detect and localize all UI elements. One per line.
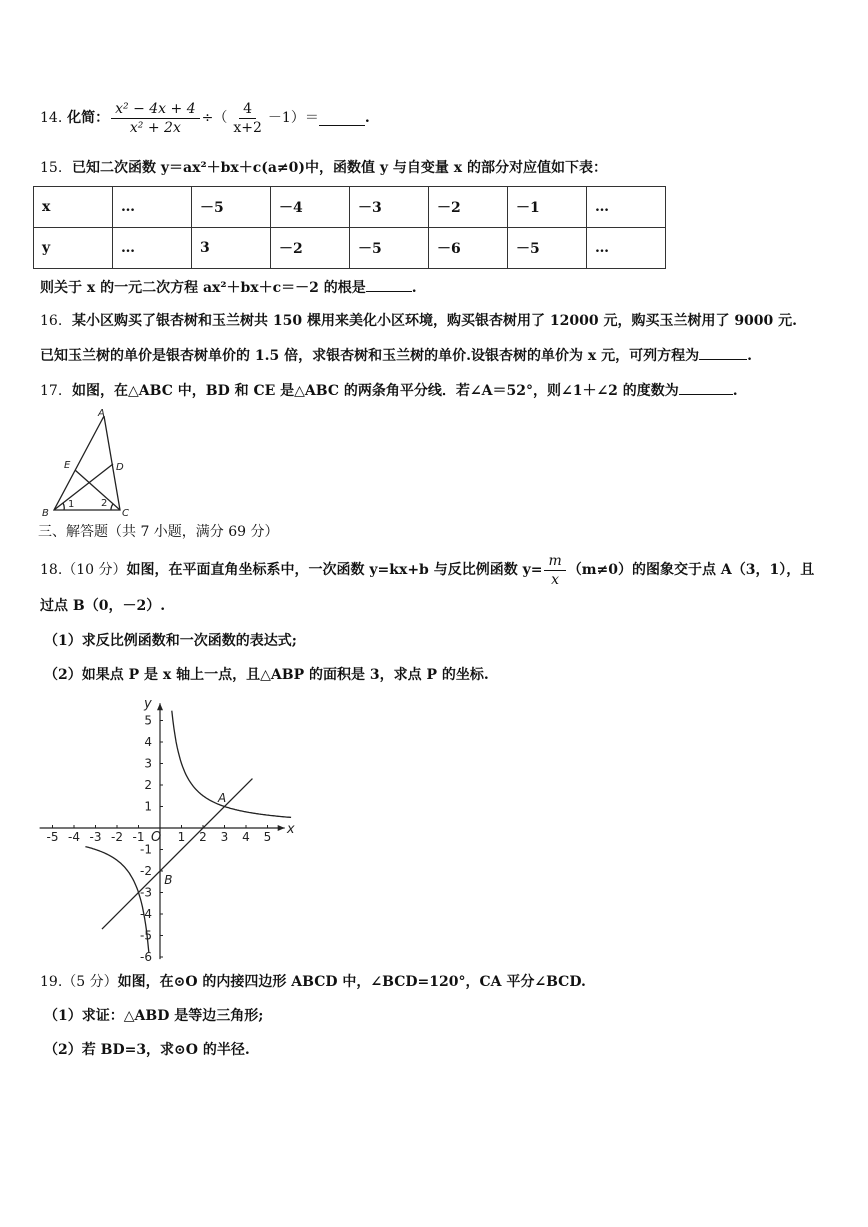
origin-label: O <box>151 830 162 845</box>
y-tick-label: -3 <box>140 885 152 900</box>
label-d: D <box>116 462 124 473</box>
y-tick-label: -1 <box>140 842 152 857</box>
q14-operator: ÷（ <box>201 110 228 126</box>
table-cell: －2 <box>271 228 350 269</box>
x-axis-arrow <box>278 825 285 831</box>
table-cell: … <box>113 187 192 228</box>
q19-part2-text: （2）若 BD=3，求⊙O 的半径. <box>44 1042 250 1058</box>
q14-answer-blank[interactable] <box>319 111 365 126</box>
q15-line <box>40 158 607 178</box>
table-cell: －1 <box>508 187 587 228</box>
x-tick-label: 1 <box>177 830 186 844</box>
q19-line <box>40 972 586 992</box>
table-cell: －6 <box>429 228 508 269</box>
q14-frac2-numerator: 4 <box>239 100 256 119</box>
label-a: A <box>98 408 105 419</box>
q17-text: 如图，在△ABC 中，BD 和 CE 是△ABC 的两条角平分线．若∠A＝52°，则∠1＋∠2 的度数为 <box>72 383 679 399</box>
y-tick-label: 2 <box>144 778 152 792</box>
label-1: 1 <box>68 499 75 510</box>
table-cell: －4 <box>271 187 350 228</box>
table-cell: 3 <box>192 228 271 269</box>
table-cell: … <box>587 187 666 228</box>
q14-line <box>40 98 370 138</box>
q16-end: . <box>747 348 752 364</box>
linear-function-line <box>102 779 253 930</box>
label-b: B <box>42 508 49 519</box>
x-tick-label: -5 <box>46 830 59 844</box>
q16-line2 <box>40 345 752 366</box>
y-tick-label: 3 <box>144 756 152 771</box>
q15-value-table <box>33 186 666 269</box>
table-cell: －5 <box>350 228 429 269</box>
angle-2-arc <box>111 504 113 510</box>
angle-1-arc <box>63 503 64 510</box>
q18-text-line2: 过点 B（0，－2）. <box>40 598 166 614</box>
table-cell: －5 <box>192 187 271 228</box>
table-cell: －5 <box>508 228 587 269</box>
table-row-x <box>34 187 666 228</box>
q16-number: 16. <box>40 313 63 329</box>
table-cell: y <box>34 228 113 269</box>
q16-answer-blank[interactable] <box>699 345 747 360</box>
q17-triangle-figure <box>34 406 144 518</box>
q15-followup <box>40 277 417 298</box>
q18-text-b: （m≠0）的图象交于点 A（3，1），且 <box>567 562 815 578</box>
q16-text-line2: 已知玉兰树的单价是银杏树单价的 1.5 倍，求银杏树和玉兰树的单价.设银杏树的单价为 x 元，可列方程为 <box>40 348 700 364</box>
q18-part2 <box>44 665 489 685</box>
q18-score: （10 分） <box>62 562 127 578</box>
table-cell: … <box>587 228 666 269</box>
q14-fraction-2 <box>229 100 266 137</box>
q18-fraction <box>544 552 565 589</box>
q18-number: 18. <box>40 562 63 578</box>
q14-frac1-denominator: x² + 2x <box>129 119 181 136</box>
q17-end: . <box>732 383 738 399</box>
q15-text: 已知二次函数 y＝ax²＋bx＋c(a≠0)中，函数值 y 与自变量 x 的部分对应值如下表： <box>72 160 608 176</box>
y-tick-label: 4 <box>144 735 152 749</box>
label-2: 2 <box>101 498 108 509</box>
x-tick-label: -4 <box>68 830 80 844</box>
q15-answer-blank[interactable] <box>366 277 412 292</box>
section-heading <box>38 522 279 542</box>
x-tick-label: 4 <box>242 830 250 844</box>
hyperbola-branch-1 <box>172 711 291 818</box>
q19-part2 <box>44 1040 250 1060</box>
x-tick-label: 5 <box>263 830 272 844</box>
q18-part1 <box>44 631 297 651</box>
q17-number: 17. <box>40 383 63 399</box>
q14-end: . <box>364 110 370 126</box>
point-b-label: B <box>164 872 173 887</box>
q17-answer-blank[interactable] <box>679 380 733 395</box>
q18-line2 <box>40 596 165 616</box>
table-cell: … <box>113 228 192 269</box>
x-tick-label: -1 <box>132 830 145 844</box>
table-cell: －2 <box>429 187 508 228</box>
y-tick-label: 1 <box>144 799 152 814</box>
q18-coordinate-graph <box>34 696 295 964</box>
q14-fraction-1 <box>111 100 199 137</box>
q18-line1 <box>40 550 814 590</box>
q18-frac-denominator: x <box>551 571 560 588</box>
q17-line <box>40 380 738 401</box>
q19-text: 如图，在⊙O 的内接四边形 ABCD 中，∠BCD=120°，CA 平分∠BCD. <box>117 974 586 990</box>
q15-after-text: 则关于 x 的一元二次方程 ax²＋bx＋c＝－2 的根是 <box>40 280 366 296</box>
x-axis-label: x <box>286 822 295 837</box>
q19-score: （5 分） <box>62 974 118 990</box>
q18-text-a: 如图，在平面直角坐标系中，一次函数 y=kx+b 与反比例函数 y= <box>126 562 543 578</box>
y-tick-label: 5 <box>144 713 152 728</box>
label-e: E <box>64 460 71 471</box>
q18-part1-text: （1）求反比例函数和一次函数的表达式; <box>44 633 297 649</box>
y-tick-label: -5 <box>140 928 152 943</box>
x-tick-label: -3 <box>89 830 102 844</box>
table-row-y <box>34 228 666 269</box>
q18-frac-numerator: m <box>544 552 565 571</box>
y-tick-label: -2 <box>140 864 152 878</box>
y-axis-label: y <box>144 696 152 712</box>
q14-frac2-denominator: x+2 <box>233 119 262 136</box>
section-3-title: 三、解答题（共 7 小题，满分 69 分） <box>38 524 279 540</box>
y-axis-arrow <box>157 703 163 710</box>
table-cell: －3 <box>350 187 429 228</box>
q18-part2-text: （2）如果点 P 是 x 轴上一点，且△ABP 的面积是 3，求点 P 的坐标. <box>44 667 489 683</box>
label-c: C <box>122 508 129 519</box>
table-cell: x <box>34 187 113 228</box>
y-tick-label: -4 <box>140 907 152 921</box>
y-tick-label: -6 <box>140 950 152 964</box>
q14-number: 14. <box>40 110 63 126</box>
point-a-label: A <box>218 791 227 806</box>
q14-frac1-numerator: x² − 4x + 4 <box>111 100 199 119</box>
q16-line1 <box>40 311 797 331</box>
x-tick-label: -2 <box>111 830 123 844</box>
x-tick-label: 2 <box>199 830 207 844</box>
x-tick-label: 3 <box>220 830 229 844</box>
q16-text-line1: 某小区购买了银杏树和玉兰树共 150 棵用来美化小区环境，购买银杏树用了 12000 元，购买玉兰树用了 9000 元. <box>72 313 798 329</box>
q14-tail: －1）＝ <box>267 110 319 126</box>
q19-number: 19. <box>40 974 63 990</box>
q19-part1 <box>44 1006 263 1026</box>
q15-number: 15. <box>40 160 63 176</box>
q14-label: 化简： <box>67 110 110 126</box>
q15-end: . <box>411 280 417 296</box>
q19-part1-text: （1）求证：△ABD 是等边三角形; <box>44 1008 264 1024</box>
